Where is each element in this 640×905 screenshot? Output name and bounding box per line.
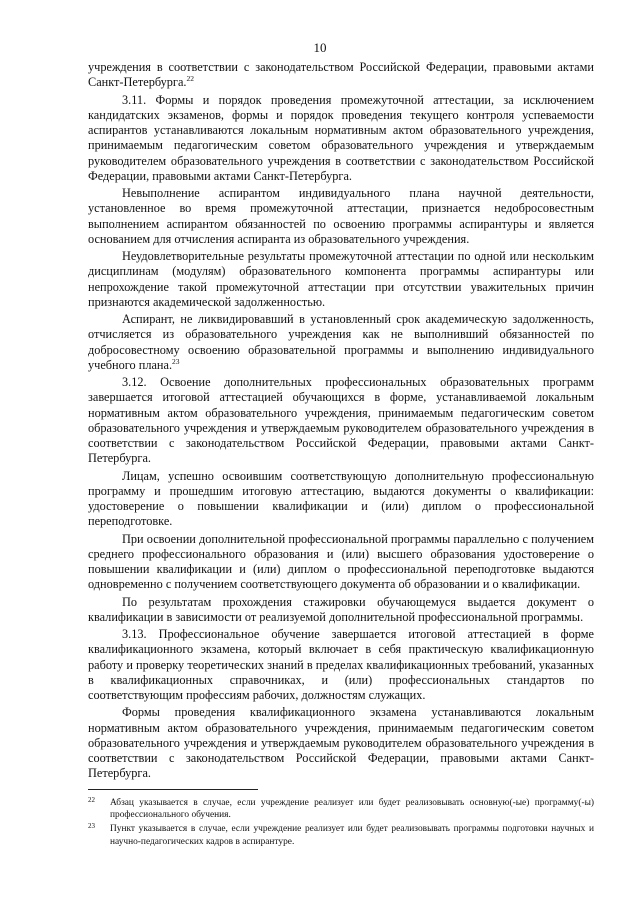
footnote-mark: 22 — [88, 796, 95, 804]
paragraph-3-13: 3.13. Профессиональное обучение завершается итоговой аттестацией в форме квалификационного экзамена, который включает в себя практическую квалификационную работу и проверку теоретических знаний в пределах квалификационных требований, указанных в квалификационных справочниках, и (или) профессиональных стандартов по соответствующим профессиям рабочих, должностям служащих. — [88, 627, 594, 702]
footnote-text: Абзац указывается в случае, если учреждение реализует или будет реализовывать основную(-ые) программу(-ы) профессионального обучения. — [110, 798, 594, 821]
footnote-ref-23: 23 — [172, 356, 180, 366]
paragraph-parallel-program: При освоении дополнительной профессиональной программы параллельно с получением среднего профессионального образования и (или) высшего образования удостоверение о повышении квалификации и (или) диплом о профессиональной переподготовке выдаются одновременно с получением соответствующего документа об образовании и о квалификации. — [88, 531, 594, 592]
footnote-ref-22: 22 — [186, 74, 195, 84]
footnote-mark: 23 — [88, 822, 95, 831]
paragraph-3-12: 3.12. Освоение дополнительных профессиональных образовательных программ завершается итоговой аттестацией обучающихся в форме, устанавливаемой локальным нормативным актом образовательного учреждения, принимаемым педагогическим советом образовательного учреждения и утверждаемым руководителем образовательного учреждения в соответствии с законодательством Российской Федерации, правовыми актами Санкт-Петербурга. — [88, 375, 594, 466]
footnote-divider — [88, 789, 258, 790]
paragraph-non-fulfillment: Невыполнение аспирантом индивидуального плана научной деятельности, установленное во время промежуточной аттестации, признается недобросовестным выполнением аспирантом обязанностей по освоению программы аспирантуры и является основанием для отчисления аспиранта из образовательного учреждения. — [88, 186, 594, 246]
paragraph-expulsion: Аспирант, не ликвидировавший в установленный срок академическую задолженность, отчисляется из образовательного учреждения как не выполнивший обязанностей по добросовестному освоению образовательной программы и выполнению индивидуального учебного плана.$^{23}$ — [88, 312, 594, 372]
paragraph-qualification-documents: Лицам, успешно освоившим соответствующую дополнительную профессиональную программу и прошедшим итоговую аттестацию, выдаются документы о квалификации: удостоверение о повышении квалификации и (или) диплом о профессиональной переподготовке. — [88, 468, 594, 529]
footnote-22 — [88, 797, 594, 821]
page-number: 10 — [313, 40, 327, 55]
footnote-23 — [88, 823, 594, 847]
footnote-text: Пункт указывается в случае, если учреждение реализует или будет реализовывать программы подготовки научных и научно-педагогических кадров в аспирантуре. — [110, 824, 594, 847]
footnotes — [88, 797, 594, 850]
paragraph-internship: По результатам прохождения стажировки обучающемуся выдается документ о квалификации в зависимости от реализуемой дополнительной профессиональной программы. — [88, 594, 594, 624]
paragraph-3-11: 3.11. Формы и порядок проведения промежуточной аттестации, за исключением кандидатских экзаменов, формы и порядок проведения текущего контроля успеваемости аспирантов устанавливаются локальным нормативным актом образовательного учреждения, принимаемым педагогическим советом образовательного учреждения и утверждаемым руководителем образовательного учреждения в соответствии с законодательством Российской Федерации, правовыми актами Санкт-Петербурга. — [88, 92, 594, 183]
paragraph-exam-forms: Формы проведения квалификационного экзамена устанавливаются локальным нормативным актом образовательного учреждения, принимаемым педагогическим советом образовательного учреждения и утверждаемым руководителем образовательного учреждения в соответствии с законодательством Российской Федерации, правовыми актами Санкт-Петербурга. — [88, 705, 594, 781]
document-body — [88, 60, 594, 782]
paragraph-unsatisfactory-results: Неудовлетворительные результаты промежуточной аттестации по одной или нескольким дисциплинам (модулям) образовательного компонента программы аспирантуры или непрохождение такой промежуточной аттестации при отсутствии уважительных причин признаются академической задолженностью. — [88, 249, 594, 309]
paragraph-continuation: учреждения в соответствии с законодательством Российской Федерации, правовыми актами Санкт-Петербурга.$^{22}$ — [88, 60, 594, 90]
